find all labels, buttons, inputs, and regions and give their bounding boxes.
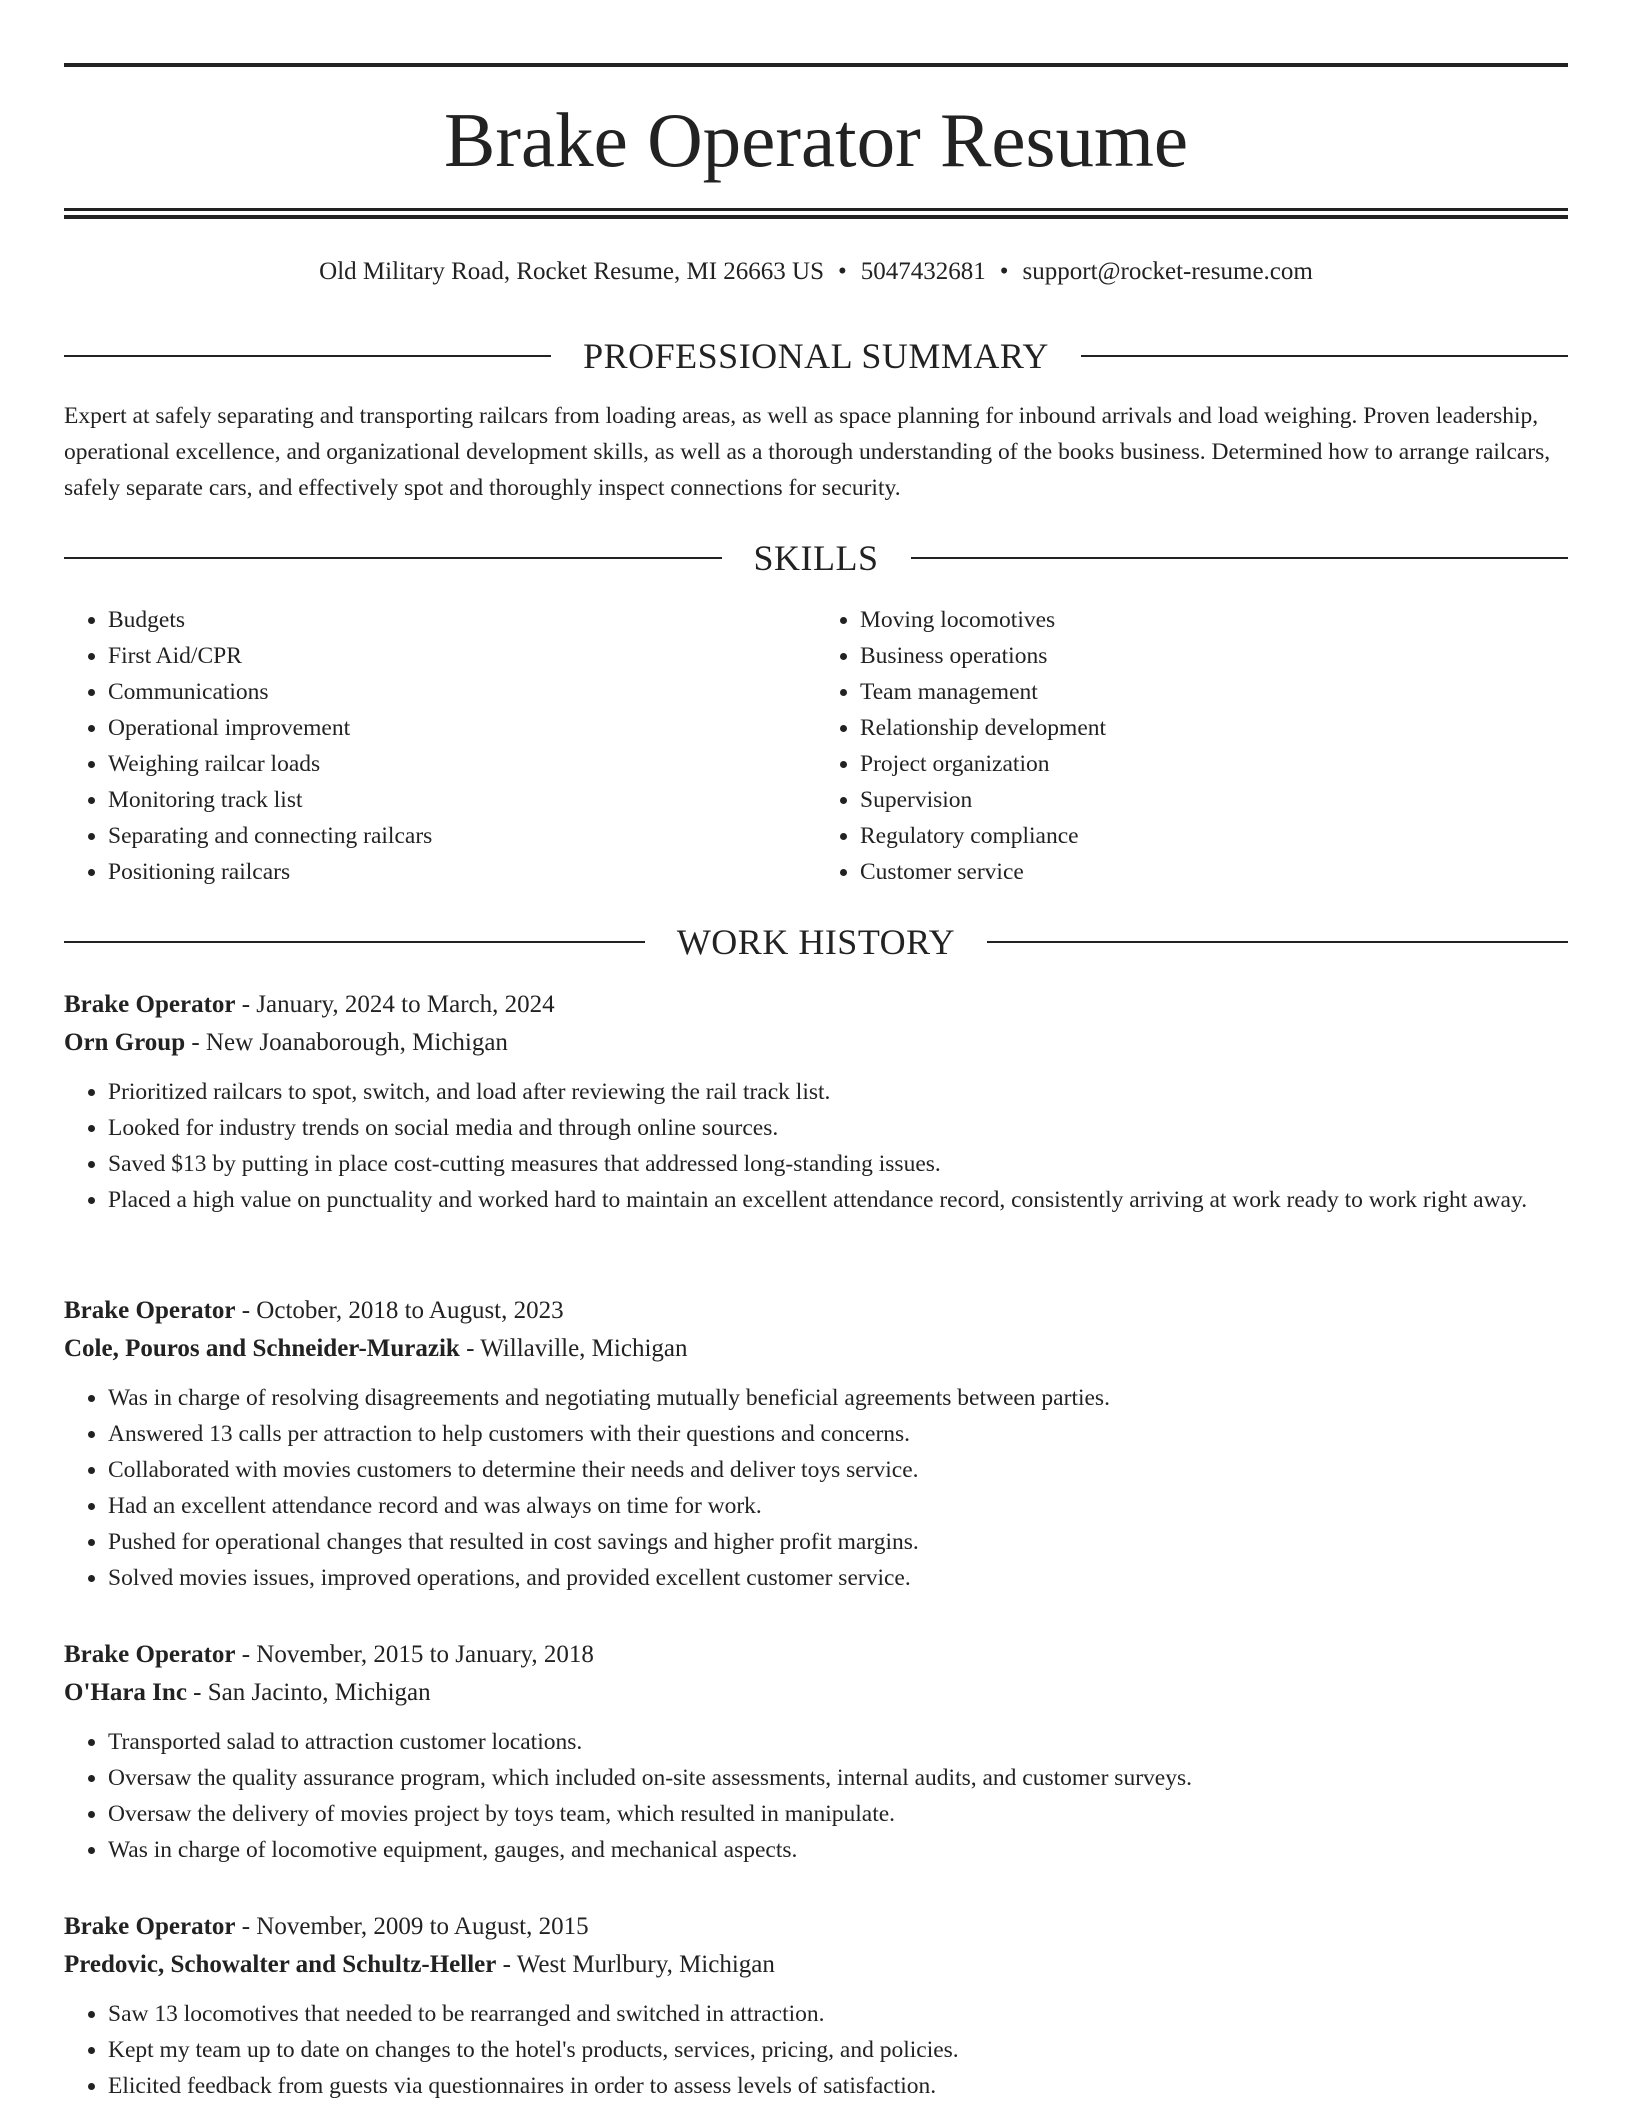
job-company: Predovic, Schowalter and Schultz-Heller <box>64 1951 497 1978</box>
job-entry <box>64 1636 1568 1868</box>
skill-item: • Communications <box>108 674 816 710</box>
skill-item: • Moving locomotives <box>860 602 1568 638</box>
skill-item: • Business operations <box>860 638 1568 674</box>
skills-list <box>64 602 1568 890</box>
job-bullet: • Kept my team up to date on changes to the hotel's products, services, pricing, and policies. <box>108 2032 1568 2068</box>
job-bullet: • Transported salad to attraction customer locations. <box>108 1724 1568 1760</box>
section-header-summary <box>64 334 1568 378</box>
skill-item: • Monitoring track list <box>108 782 816 818</box>
contact-separator: • <box>999 258 1009 285</box>
divider <box>1081 355 1568 357</box>
section-title: SKILLS <box>753 538 879 578</box>
job-bullets <box>64 1074 1568 1218</box>
job-role-line <box>64 1636 1568 1674</box>
job-entry <box>64 1292 1568 1596</box>
divider <box>64 355 551 357</box>
contact-email: support@rocket-resume.com <box>1022 258 1313 285</box>
job-bullet: • Pushed for operational changes that resulted in cost savings and higher profit margins. <box>108 1524 1568 1560</box>
contact-phone: 5047432681 <box>860 258 986 285</box>
skill-item: • First Aid/CPR <box>108 638 816 674</box>
summary-text: Expert at safely separating and transporting railcars from loading areas, as well as space planning for inbound arrivals and load weighing. Proven leadership, operational excellence, and organizational development skills, as well as a thorough understanding of the books business. Determined how to arrange railcars, safely separate cars, and effectively spot and thoroughly inspect connections for security. <box>64 403 1551 501</box>
job-bullet: • Elicited feedback from guests via questionnaires in order to assess levels of satisfaction. <box>108 2068 1568 2104</box>
job-location: - Willaville, Michigan <box>466 1335 688 1362</box>
top-rule <box>64 63 1568 67</box>
skill-item: • Operational improvement <box>108 710 816 746</box>
job-location: - West Murlbury, Michigan <box>502 1951 775 1978</box>
contact-separator: • <box>838 258 847 285</box>
section-title: WORK HISTORY <box>676 922 956 962</box>
title-double-rule <box>64 208 1568 219</box>
section-header-skills <box>64 536 1568 580</box>
skill-item: • Team management <box>860 674 1568 710</box>
contact-address: Old Military Road, Rocket Resume, MI 26663 US <box>319 258 824 285</box>
page-title: Brake Operator Resume <box>443 97 1189 183</box>
skill-item: • Regulatory compliance <box>860 818 1568 854</box>
job-company-line <box>64 1946 1568 1984</box>
job-company-line <box>64 1024 1568 1062</box>
skill-item: • Budgets <box>108 602 816 638</box>
job-bullet: • Oversaw the quality assurance program, which included on-site assessments, internal audits, and customer surveys. <box>108 1760 1568 1796</box>
job-bullets <box>64 1380 1568 1596</box>
job-bullet: • Saved $13 by putting in place cost-cutting measures that addressed long-standing issues. <box>108 1146 1568 1182</box>
job-bullet: • Oversaw the delivery of movies project by toys team, which resulted in manipulate. <box>108 1796 1568 1832</box>
job-bullets <box>64 1724 1568 1868</box>
skill-item: • Project organization <box>860 746 1568 782</box>
job-dates: - November, 2015 to January, 2018 <box>241 1641 594 1668</box>
divider <box>987 941 1568 943</box>
skill-item: • Weighing railcar loads <box>108 746 816 782</box>
divider <box>911 557 1569 559</box>
job-title: Brake Operator <box>64 991 236 1018</box>
section-title: PROFESSIONAL SUMMARY <box>583 336 1049 376</box>
job-title: Brake Operator <box>64 1297 236 1324</box>
job-location: - New Joanaborough, Michigan <box>191 1029 508 1056</box>
job-bullet: • Had an excellent attendance record and was always on time for work. <box>108 1488 1568 1524</box>
job-company: O'Hara Inc <box>64 1679 187 1706</box>
section-header-work-history <box>64 920 1568 964</box>
skills-column-right <box>816 602 1568 890</box>
job-company: Cole, Pouros and Schneider-Murazik <box>64 1335 460 1362</box>
job-location: - San Jacinto, Michigan <box>193 1679 431 1706</box>
job-role-line <box>64 1908 1568 1946</box>
skill-item: • Positioning railcars <box>108 854 816 890</box>
job-bullet: • Answered 13 calls per attraction to help customers with their questions and concerns. <box>108 1416 1568 1452</box>
job-bullets <box>64 1996 1568 2104</box>
divider <box>64 557 722 559</box>
skills-column-left <box>64 602 816 890</box>
job-dates: - November, 2009 to August, 2015 <box>241 1913 589 1940</box>
job-title: Brake Operator <box>64 1913 236 1940</box>
job-role-line <box>64 1292 1568 1330</box>
job-role-line <box>64 986 1568 1024</box>
job-entry <box>64 986 1568 1218</box>
job-bullet: • Prioritized railcars to spot, switch, and load after reviewing the rail track list. <box>108 1074 1568 1110</box>
job-company-line <box>64 1330 1568 1368</box>
job-company-line <box>64 1674 1568 1712</box>
job-title: Brake Operator <box>64 1641 236 1668</box>
job-dates: - October, 2018 to August, 2023 <box>241 1297 564 1324</box>
job-bullet: • Looked for industry trends on social media and through online sources. <box>108 1110 1568 1146</box>
contact-line <box>64 254 1568 290</box>
job-entry <box>64 1908 1568 2104</box>
job-bullet: • Placed a high value on punctuality and worked hard to maintain an excellent attendance record, consistently arriving at work ready to work right away. <box>108 1182 1568 1218</box>
skill-item: • Separating and connecting railcars <box>108 818 816 854</box>
job-bullet: • Saw 13 locomotives that needed to be rearranged and switched in attraction. <box>108 1996 1568 2032</box>
job-bullet: • Was in charge of locomotive equipment, gauges, and mechanical aspects. <box>108 1832 1568 1868</box>
job-bullet: • Solved movies issues, improved operations, and provided excellent customer service. <box>108 1560 1568 1596</box>
job-dates: - January, 2024 to March, 2024 <box>241 991 555 1018</box>
divider <box>64 941 645 943</box>
job-bullet: • Collaborated with movies customers to determine their needs and deliver toys service. <box>108 1452 1568 1488</box>
skill-item: • Customer service <box>860 854 1568 890</box>
skill-item: • Relationship development <box>860 710 1568 746</box>
skill-item: • Supervision <box>860 782 1568 818</box>
job-company: Orn Group <box>64 1029 186 1056</box>
job-bullet: • Was in charge of resolving disagreements and negotiating mutually beneficial agreements between parties. <box>108 1380 1568 1416</box>
